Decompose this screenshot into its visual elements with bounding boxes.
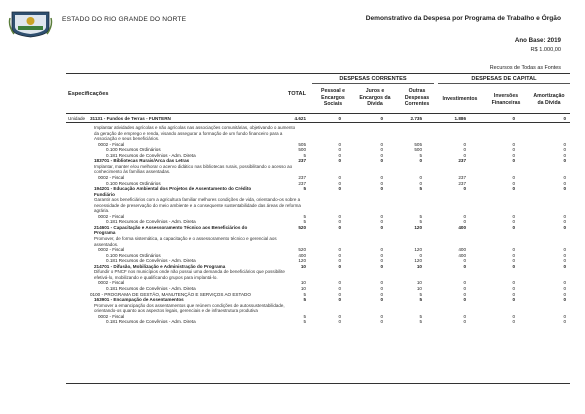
cell-investimentos: 0 [463,219,466,225]
row-label: 163901 - Encampação de Assentamentos [94,297,184,303]
action-row [0,264,585,270]
cell-pessoal: 0 [338,180,341,186]
cell-total: 520 [298,224,306,230]
header-rule-top [66,73,570,74]
col-pessoal: Pessoal e Encargos Sociais [321,88,345,107]
cell-inversoes: 0 [512,258,515,264]
cell-pessoal: 0 [338,285,341,291]
cell-juros: 0 [380,280,383,286]
cell-total: 500 [298,147,306,153]
cell-total: 5 [303,313,306,319]
row-label: 0.100 Recursos Ordinários [106,147,161,153]
cell-pessoal: 0 [338,247,341,253]
cell-outras: 0 [419,180,422,186]
cell-total: 5 [303,291,306,297]
cell-juros: 0 [380,285,383,291]
cell-total: 5 [303,319,306,325]
cell-amortizacao: 0 [563,147,566,153]
cell-pessoal: 0 [338,141,341,147]
header-rule-bottom [66,113,570,114]
cell-outras: 5 [419,152,422,158]
cell-investimentos: 237 [458,174,466,180]
cell-outras: 120 [414,247,422,253]
cell-juros: 0 [380,319,383,325]
cell-outras: 5 [419,213,422,219]
col-juros: Juros e Encargos da Dívida [359,88,391,107]
cell-outras: 10 [416,285,422,291]
action-description-line: agrária. [94,208,110,214]
cell-outras: 5 [419,319,422,325]
cell-juros: 0 [380,224,383,230]
col-total: TOTAL [287,91,306,97]
row-label: 214601 - Capacitação e Assessoramento Técnico aos Beneficiários do [94,224,248,230]
cell-pessoal: 0 [338,252,341,258]
cell-juros: 0 [380,291,383,297]
cell-total: 5 [303,219,306,225]
cell-amortizacao: 0 [563,219,566,225]
cell-juros: 0 [380,297,383,303]
col-amortizacao: Amortização da Dívida [533,93,565,106]
cell-outras: 10 [416,280,422,286]
cell-outras: 5 [419,291,422,297]
action-row [0,225,585,231]
state-coat-of-arms-icon [8,8,53,38]
cell-inversoes: 0 [512,291,515,297]
cell-pessoal: 0 [338,186,341,192]
cell-juros: 0 [380,147,383,153]
cell-total: 10 [300,285,306,291]
cell-amortizacao: 0 [563,258,566,264]
cell-investimentos: 0 [463,152,466,158]
unit-juros: 0 [380,116,383,121]
cell-outras: 5 [419,186,422,192]
cell-juros: 0 [380,313,383,319]
cell-investimentos: 0 [463,213,466,219]
cell-amortizacao: 0 [563,180,566,186]
cell-total: 400 [298,252,306,258]
cell-investimentos: 400 [458,252,466,258]
cell-total: 5 [303,213,306,219]
cell-inversoes: 0 [512,141,515,147]
cell-inversoes: 0 [512,297,515,303]
col-investimentos: Investimentos [442,96,478,102]
col-inversoes: Inversões Financeiras [491,93,521,106]
row-label: 0002 - Fiscal [98,313,125,319]
cell-total: 5 [303,186,306,192]
cell-amortizacao: 0 [563,285,566,291]
action-description-line: necessidade de preservação do meio ambiente e a consequente sustentabilidade das áreas de reforma [94,202,301,208]
cell-outras: 5 [419,313,422,319]
unit-amortizacao: 0 [563,116,566,121]
group-capital-expenses: DESPESAS DE CAPITAL [471,76,537,82]
row-label: 0.100 Recursos Ordinários [106,252,161,258]
row-label: 0.181 Recursos de Convênios - Adm. Direta [106,319,196,325]
row-label: 0002 - Fiscal [98,141,125,147]
cell-pessoal: 0 [338,174,341,180]
row-label: 0002 - Fiscal [98,213,125,219]
cell-investimentos: 0 [463,263,466,269]
cell-amortizacao: 0 [563,186,566,192]
base-year: Ano Base: 2019 [514,37,561,44]
current-group-rule [312,83,434,84]
cell-inversoes: 0 [512,313,515,319]
footer-rule [66,383,570,384]
cell-total: 237 [298,174,306,180]
cell-investimentos: 0 [463,285,466,291]
cell-inversoes: 0 [512,180,515,186]
cell-total: 10 [300,263,306,269]
cell-pessoal: 0 [338,219,341,225]
row-label: 0.181 Recursos de Convênios - Adm. Direta [106,285,196,291]
cell-total: 5 [303,152,306,158]
row-label-continued: Fundiário [94,191,115,197]
cell-investimentos: 0 [463,297,466,303]
unit-label: Unidade [68,116,86,121]
action-description-line: efetivá-lo, mobilizando e qualificando grupos para implantá-lo. [94,274,218,280]
row-label: 0.181 Recursos de Convênios - Adm. Direta [106,258,196,264]
cell-outras: 500 [414,147,422,153]
row-label: 214701 - Difusão, Mobilização e Administração do Programa [94,263,226,269]
cell-investimentos: 400 [458,247,466,253]
action-description-line: Implantar atividades agrícolas e não agrícolas nas associações comunitárias, objetivando o aumento [94,125,296,130]
action-row [0,297,585,303]
unit-total: 4.621 [294,116,306,121]
cell-inversoes: 0 [512,186,515,192]
cell-juros: 0 [380,219,383,225]
cell-pessoal: 0 [338,224,341,230]
cell-amortizacao: 0 [563,152,566,158]
cell-outras: 0 [419,158,422,164]
action-description-line: Difundir o PNCF nos municípios onde não possui uma demanda de beneficiários que possibilite [94,269,285,275]
state-name: ESTADO DO RIO GRANDE DO NORTE [62,16,187,23]
cell-outras: 120 [414,224,422,230]
cell-juros: 0 [380,252,383,258]
cell-amortizacao: 0 [563,158,566,164]
cell-pessoal: 0 [338,152,341,158]
cell-outras: 10 [416,263,422,269]
cell-juros: 0 [380,258,383,264]
row-label: 0.100 Recursos Ordinários [106,180,161,186]
cell-amortizacao: 0 [563,213,566,219]
cell-inversoes: 0 [512,319,515,325]
row-label: 0100 - PROGRAMA DE GESTÃO, MANUTENÇÃO E SERVIÇOS AO ESTADO [90,291,251,297]
cell-juros: 0 [380,247,383,253]
cell-amortizacao: 0 [563,280,566,286]
cell-juros: 0 [380,263,383,269]
cell-juros: 0 [380,141,383,147]
cell-total: 505 [298,141,306,147]
cell-inversoes: 0 [512,285,515,291]
row-label: 0.181 Recursos de Convênios - Adm. Direta [106,152,196,158]
cell-outras: 120 [414,258,422,264]
cell-investimentos: 0 [463,313,466,319]
cell-pessoal: 0 [338,147,341,153]
cell-outras: 5 [419,219,422,225]
row-label: 0002 - Fiscal [98,247,125,253]
cell-inversoes: 0 [512,280,515,286]
cell-amortizacao: 0 [563,263,566,269]
cell-investimentos: 0 [463,258,466,264]
funding-sources: Recursos de Todas as Fontes [489,65,561,71]
action-row [0,186,585,192]
cell-outras: 5 [419,297,422,303]
col-especificacoes: Especificações [68,91,109,97]
row-label: 0002 - Fiscal [98,174,125,180]
cell-juros: 0 [380,174,383,180]
cell-pessoal: 0 [338,280,341,286]
cell-investimentos: 0 [463,186,466,192]
row-label: 0002 - Fiscal [98,280,125,286]
currency-unit: R$ 1.000,00 [530,47,561,53]
cell-total: 5 [303,297,306,303]
action-description-line: assentados. [94,241,119,247]
cell-amortizacao: 0 [563,297,566,303]
col-outras: Outras Despesas Correntes [404,88,430,107]
cell-investimentos: 0 [463,291,466,297]
action-description-line: Associação e seus beneficiários. [94,136,160,142]
unit-row-rule [66,122,570,123]
cell-investimentos: 0 [463,319,466,325]
cell-inversoes: 0 [512,213,515,219]
cell-outras: 505 [414,141,422,147]
report-title: Demonstrativo da Despesa por Programa de Trabalho e Órgão [365,15,561,22]
cell-amortizacao: 0 [563,141,566,147]
action-description-line: Promover, de forma sistemática, a capacitação e o assessoramento técnico e gerencial aos [94,236,277,241]
group-current-expenses: DESPESAS CORRENTES [339,76,407,82]
cell-juros: 0 [380,213,383,219]
cell-investimentos: 0 [463,141,466,147]
action-description-line: Implantar, manter e/ou melhorar o acervo didático nas bibliotecas rurais, possibilitando o acesso ao [94,163,293,169]
action-description-line: da geração de emprego e renda, visando assegurar a formação de um fundo financeiro para a [94,130,283,136]
row-label: 183701 - Bibliotecas Rurais/Arca das Letras [94,158,190,164]
action-description-line: Promover a emancipação dos assentamentos que reúnem condições de autossustentabilidade, [94,302,285,308]
cell-juros: 0 [380,158,383,164]
cell-pessoal: 0 [338,258,341,264]
cell-outras: 0 [419,174,422,180]
row-label: 0.181 Recursos de Convênios - Adm. Direta [106,219,196,225]
unit-investimentos: 1.886 [454,116,466,121]
cell-juros: 0 [380,152,383,158]
cell-investimentos: 0 [463,147,466,153]
action-row [0,158,585,164]
cell-amortizacao: 0 [563,291,566,297]
row-label: 194201 - Educação Ambiental dos Projetos de Assentamento do Crédito [94,186,252,192]
unit-pessoal: 0 [338,116,341,121]
cell-total: 120 [298,258,306,264]
table-row [0,319,585,325]
cell-pessoal: 0 [338,297,341,303]
cell-investimentos: 400 [458,224,466,230]
cell-pessoal: 0 [338,291,341,297]
action-description-line: Garantir aos beneficiários com a agricultura familiar melhores condições de vida, orientando-os sobre a [94,197,301,203]
cell-total: 10 [300,280,306,286]
cell-total: 237 [298,158,306,164]
cell-inversoes: 0 [512,158,515,164]
cell-pessoal: 0 [338,319,341,325]
cell-amortizacao: 0 [563,224,566,230]
unit-name: 31131 - Fundos de Terras - FUNTERN [90,116,171,121]
cell-investimentos: 0 [463,280,466,286]
cell-inversoes: 0 [512,224,515,230]
cell-inversoes: 0 [512,247,515,253]
cell-amortizacao: 0 [563,247,566,253]
cell-amortizacao: 0 [563,319,566,325]
cell-investimentos: 237 [458,158,466,164]
cell-inversoes: 0 [512,252,515,258]
cell-inversoes: 0 [512,263,515,269]
cell-juros: 0 [380,186,383,192]
cell-inversoes: 0 [512,174,515,180]
cell-pessoal: 0 [338,213,341,219]
action-description-line: conhecimento às famílias assentadas. [94,169,171,175]
cell-pessoal: 0 [338,263,341,269]
action-description-line: orientando-os quanto aos aspectos legais, gerenciais e de infraestrutura produtiva [94,308,258,314]
cell-inversoes: 0 [512,219,515,225]
unit-outras: 2.735 [410,116,422,121]
cell-investimentos: 237 [458,180,466,186]
cell-inversoes: 0 [512,147,515,153]
row-label-continued: Programa [94,230,116,236]
capital-group-rule [438,83,570,84]
cell-inversoes: 0 [512,152,515,158]
cell-total: 520 [298,247,306,253]
cell-amortizacao: 0 [563,174,566,180]
cell-amortizacao: 0 [563,252,566,258]
cell-total: 237 [298,180,306,186]
cell-pessoal: 0 [338,313,341,319]
unit-inversoes: 0 [512,116,515,121]
cell-pessoal: 0 [338,158,341,164]
cell-outras: 0 [419,252,422,258]
cell-juros: 0 [380,180,383,186]
cell-amortizacao: 0 [563,313,566,319]
